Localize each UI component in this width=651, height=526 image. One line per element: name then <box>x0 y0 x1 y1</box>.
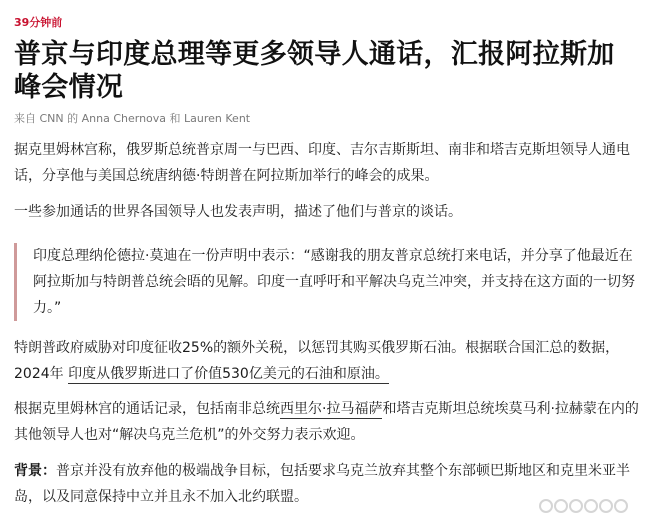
block-quote: 印度总理纳伦德拉·莫迪在一份声明中表示：“感谢我的朋友普京总统打来电话，并分享了他最近在阿拉斯加与特朗普总统会晤的见解。印度一直呼吁和平解决乌克兰冲突，并支持在这方面的一切努力。” <box>14 243 639 321</box>
paragraph-2: 一些参加通话的世界各国领导人也发表声明，描述了他们与普京的谈话。 <box>14 204 462 220</box>
paragraph-4-text-b: 和塔吉克斯坦总统埃莫马利·拉赫蒙在内的其他领导人也对“解决乌克兰危机”的外交努力表示欢迎。 <box>14 401 639 443</box>
timestamp: 39分钟前 <box>14 16 63 29</box>
paragraph-3-text: 特朗普政府威胁对印度征收25%的额外关税，以惩罚其购买俄罗斯石油。根据联合国汇总的数据，2024年 <box>14 340 620 382</box>
watermark-icon <box>539 496 639 520</box>
paragraph-5-text: 普京并没有放弃他的极端战争目标，包括要求乌克兰放弃其整个东部顿巴斯地区和克里米亚半岛，以及同意保持中立并且永不加入北约联盟。 <box>14 463 630 505</box>
headline: 普京与印度总理等更多领导人通话，汇报阿拉斯加峰会情况 <box>14 39 615 103</box>
background-label: 背景： <box>14 463 56 479</box>
paragraph-4 <box>14 396 639 448</box>
ramaphosa-link[interactable]: 西里尔·拉马福萨 <box>280 401 383 417</box>
paragraph-4-text-a: 根据克里姆林宫的通话记录，包括南非总统 <box>14 401 280 417</box>
byline: 来自 CNN 的 Anna Chernova 和 Lauren Kent <box>14 112 251 125</box>
paragraph-1: 据克里姆林宫称，俄罗斯总统普京周一与巴西、印度、吉尔吉斯斯坦、南非和塔吉克斯坦领导人通电话，分享他与美国总统唐纳德·特朗普在阿拉斯加举行的峰会的成果。 <box>14 142 630 184</box>
paragraph-3 <box>14 335 639 387</box>
import-data-link[interactable]: 印度从俄罗斯进口了价值530亿美元的石油和原油。 <box>68 366 389 382</box>
